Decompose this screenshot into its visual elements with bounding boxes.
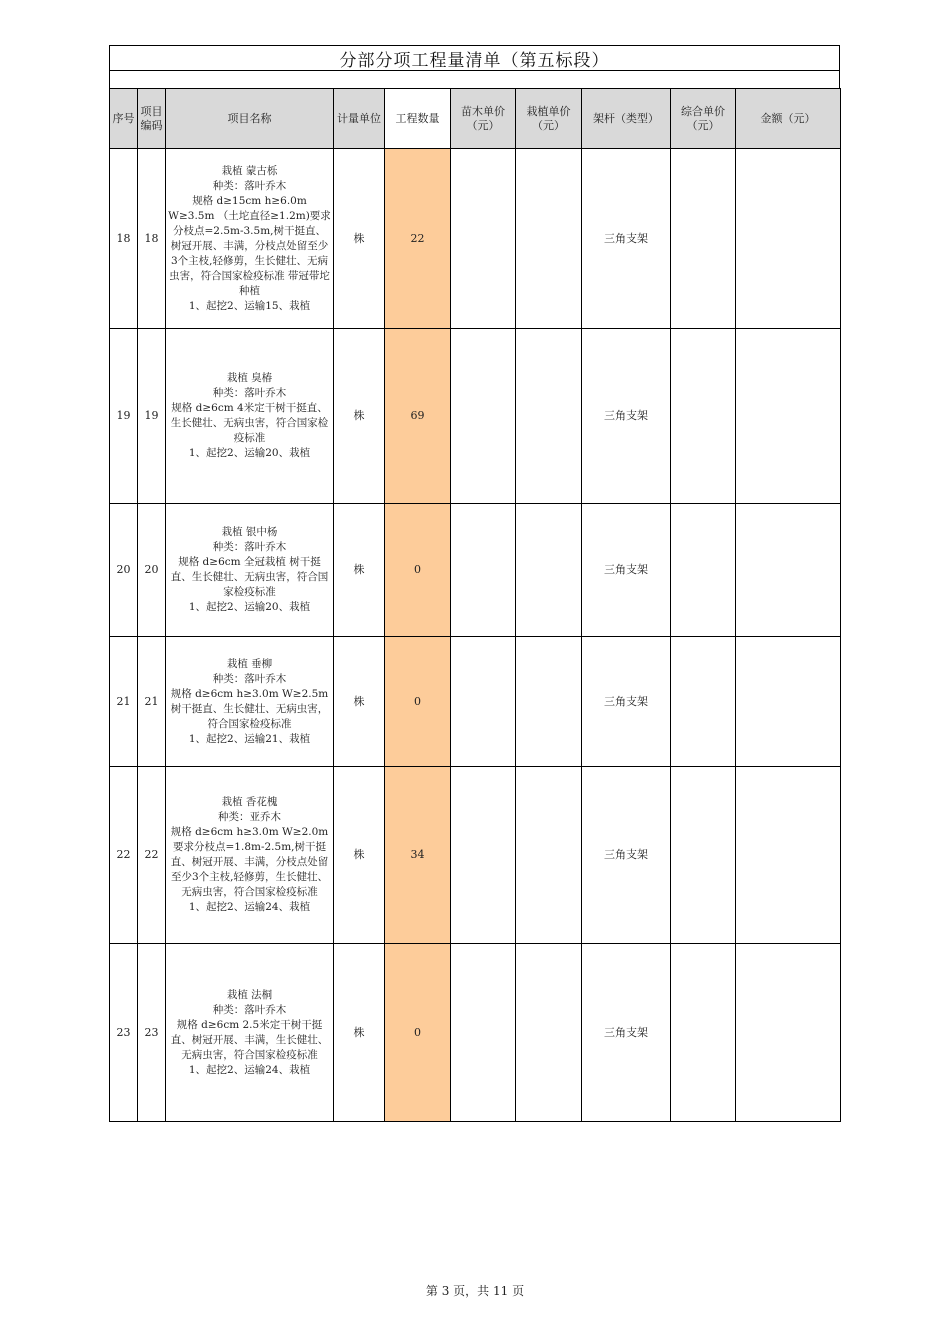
header-support: 架杆（类型） xyxy=(582,89,671,149)
cell-total-price xyxy=(671,637,736,767)
table-row xyxy=(110,944,841,1122)
cell-amount xyxy=(736,944,841,1122)
cell-total-price xyxy=(671,149,736,329)
cell-plant-price xyxy=(516,329,582,504)
cell-code: 21 xyxy=(138,637,166,767)
cell-seq: 21 xyxy=(110,637,138,767)
cell-total-price xyxy=(671,504,736,637)
cell-plant-price xyxy=(516,767,582,944)
cell-amount xyxy=(736,637,841,767)
cell-plant-price xyxy=(516,944,582,1122)
sheet-title: 分部分项工程量清单（第五标段） xyxy=(109,45,840,70)
cell-code: 20 xyxy=(138,504,166,637)
page-footer: 第 3 页，共 11 页 xyxy=(425,1284,525,1298)
cell-amount xyxy=(736,329,841,504)
cell-description: 栽植 垂柳 种类：落叶乔木 规格 d≥6cm h≥3.0m W≥2.5m树干挺直、生长健壮、无病虫害，符合国家检疫标准 1、起挖2、运输21、栽植 xyxy=(166,637,334,767)
cell-seedling-price xyxy=(451,504,516,637)
table-row xyxy=(110,767,841,944)
cell-support: 三角支架 xyxy=(582,329,671,504)
cell-code: 18 xyxy=(138,149,166,329)
cell-seedling-price xyxy=(451,329,516,504)
cell-unit: 株 xyxy=(334,767,385,944)
cell-quantity: 34 xyxy=(385,767,451,944)
cell-total-price xyxy=(671,767,736,944)
cell-unit: 株 xyxy=(334,329,385,504)
cell-amount xyxy=(736,149,841,329)
header-row xyxy=(110,89,841,149)
cell-quantity: 22 xyxy=(385,149,451,329)
cell-seedling-price xyxy=(451,149,516,329)
cell-seq: 18 xyxy=(110,149,138,329)
header-name: 项目名称 xyxy=(166,89,334,149)
cell-total-price xyxy=(671,944,736,1122)
cell-code: 22 xyxy=(138,767,166,944)
header-qty: 工程数量 xyxy=(385,89,451,149)
cell-seq: 23 xyxy=(110,944,138,1122)
cell-description: 栽植 香花槐 种类：亚乔木 规格 d≥6cm h≥3.0m W≥2.0m要求分枝点=1.8m-2.5m,树干挺直、树冠开展、丰满，分枝点处留至少3个主枝,轻修剪，生长健壮、无病虫害，符合国家检疫标准 1、起挖2、运输24、栽植 xyxy=(166,767,334,944)
cell-unit: 株 xyxy=(334,504,385,637)
cell-description: 栽植 臭椿 种类：落叶乔木 规格 d≥6cm 4米定干树干挺直、生长健壮、无病虫害，符合国家检疫标准 1、起挖2、运输20、栽植 xyxy=(166,329,334,504)
cell-support: 三角支架 xyxy=(582,504,671,637)
cell-seq: 19 xyxy=(110,329,138,504)
table-row xyxy=(110,504,841,637)
cell-support: 三角支架 xyxy=(582,149,671,329)
blank-row xyxy=(109,70,840,88)
header-plant-price: 栽植单价（元） xyxy=(516,89,582,149)
cell-code: 19 xyxy=(138,329,166,504)
header-seedling-price: 苗木单价（元） xyxy=(451,89,516,149)
header-amount: 金额（元） xyxy=(736,89,841,149)
table-row xyxy=(110,637,841,767)
table-row xyxy=(110,329,841,504)
cell-seq: 20 xyxy=(110,504,138,637)
cell-code: 23 xyxy=(138,944,166,1122)
cell-seedling-price xyxy=(451,637,516,767)
cell-description: 栽植 银中杨 种类：落叶乔木 规格 d≥6cm 全冠栽植 树干挺直、生长健壮、无病虫害，符合国家检疫标准 1、起挖2、运输20、栽植 xyxy=(166,504,334,637)
cell-plant-price xyxy=(516,504,582,637)
cell-unit: 株 xyxy=(334,637,385,767)
header-code: 项目编码 xyxy=(138,89,166,149)
cell-seedling-price xyxy=(451,944,516,1122)
header-seq: 序号 xyxy=(110,89,138,149)
cell-support: 三角支架 xyxy=(582,944,671,1122)
cell-seq: 22 xyxy=(110,767,138,944)
cell-plant-price xyxy=(516,637,582,767)
bill-table xyxy=(109,88,841,1122)
cell-total-price xyxy=(671,329,736,504)
cell-seedling-price xyxy=(451,767,516,944)
cell-amount xyxy=(736,767,841,944)
cell-quantity: 0 xyxy=(385,944,451,1122)
cell-support: 三角支架 xyxy=(582,767,671,944)
header-unit: 计量单位 xyxy=(334,89,385,149)
table-row xyxy=(110,149,841,329)
cell-description: 栽植 蒙古栎 种类：落叶乔木 规格 d≥15cm h≥6.0m W≥3.5m （土坨直径≥1.2m)要求分枝点=2.5m-3.5m,树干挺直、树冠开展、丰满，分枝点处留至少3个主枝,轻修剪，生长健壮、无病虫害，符合国家检疫标准 带冠带坨种植 1、起挖2、运输15、栽植 xyxy=(166,149,334,329)
cell-unit: 株 xyxy=(334,944,385,1122)
cell-quantity: 69 xyxy=(385,329,451,504)
cell-quantity: 0 xyxy=(385,504,451,637)
quantity-sheet xyxy=(109,45,840,1122)
cell-support: 三角支架 xyxy=(582,637,671,767)
header-total-price: 综合单价（元） xyxy=(671,89,736,149)
cell-description: 栽植 法桐 种类：落叶乔木 规格 d≥6cm 2.5米定干树干挺直、树冠开展、丰满，生长健壮、无病虫害，符合国家检疫标准 1、起挖2、运输24、栽植 xyxy=(166,944,334,1122)
cell-quantity: 0 xyxy=(385,637,451,767)
cell-amount xyxy=(736,504,841,637)
cell-plant-price xyxy=(516,149,582,329)
cell-unit: 株 xyxy=(334,149,385,329)
